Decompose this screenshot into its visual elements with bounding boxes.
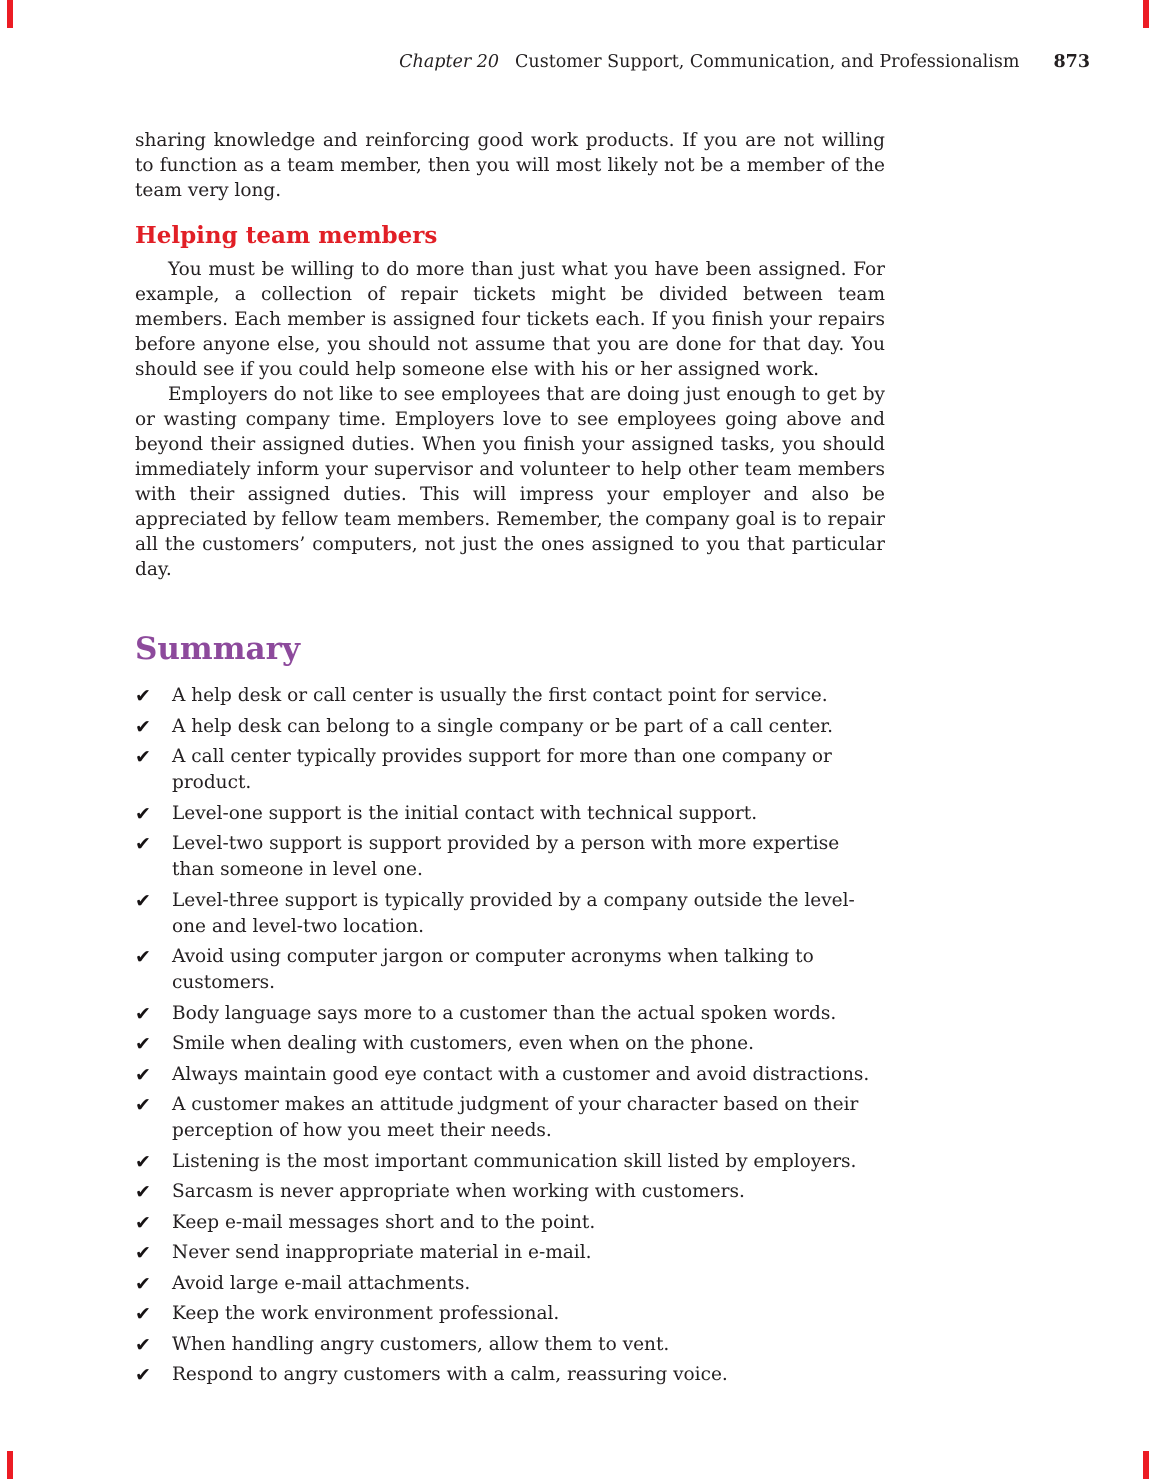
page-number: 873 bbox=[1053, 52, 1090, 72]
checkmark-icon: ✔ bbox=[135, 1333, 151, 1356]
summary-item-text: Body language says more to a customer than the actual spoken words. bbox=[172, 1002, 837, 1024]
summary-list bbox=[135, 683, 885, 1388]
summary-item bbox=[135, 1362, 885, 1388]
checkmark-icon: ✔ bbox=[135, 946, 151, 968]
checkmark-icon: ✔ bbox=[135, 889, 151, 912]
summary-item bbox=[135, 831, 885, 883]
summary-item-text: Level-one support is the initial contact with technical support. bbox=[172, 802, 758, 824]
chapter-number: Chapter 20 bbox=[399, 52, 500, 72]
summary-item-text: Level-three support is typically provided by a company outside the level-one and level-two location. bbox=[172, 889, 855, 937]
summary-item bbox=[135, 944, 885, 996]
summary-item-text: Keep the work environment professional. bbox=[172, 1303, 560, 1324]
summary-item bbox=[135, 744, 885, 796]
corner-bleed-mark-top-left bbox=[7, 0, 13, 28]
checkmark-icon: ✔ bbox=[135, 1272, 151, 1295]
checkmark-icon: ✔ bbox=[135, 746, 151, 768]
summary-item-text: Keep e-mail messages short and to the point. bbox=[172, 1211, 596, 1233]
summary-item-text: Listening is the most important communication skill listed by employers. bbox=[172, 1150, 857, 1172]
summary-item-text: Smile when dealing with customers, even when on the phone. bbox=[172, 1033, 754, 1054]
checkmark-icon: ✔ bbox=[135, 1211, 151, 1234]
chapter-title: Customer Support, Communication, and Professionalism bbox=[515, 52, 1020, 72]
section-paragraph-1: You must be willing to do more than just what you have been assigned. For example, a collection of repair tickets might be divided between team members. Each member is assigned four tickets each. If you finish your repairs before anyone else, you should not assume that you are done for that day. You should see if you could help someone else with his or her assigned work. bbox=[135, 259, 885, 380]
summary-item bbox=[135, 888, 885, 940]
corner-bleed-mark-bottom-right bbox=[1143, 1451, 1149, 1479]
summary-item bbox=[135, 1210, 885, 1236]
summary-item bbox=[135, 1240, 885, 1266]
summary-item-text: Never send inappropriate material in e-mail. bbox=[172, 1242, 592, 1263]
summary-item-text: Always maintain good eye contact with a customer and avoid distractions. bbox=[172, 1063, 870, 1085]
checkmark-icon: ✔ bbox=[135, 1063, 151, 1086]
checkmark-icon: ✔ bbox=[135, 1303, 151, 1325]
corner-bleed-mark-bottom-left bbox=[7, 1451, 13, 1479]
corner-bleed-mark-top-right bbox=[1143, 0, 1149, 28]
checkmark-icon: ✔ bbox=[135, 833, 151, 855]
summary-item-text: Respond to angry customers with a calm, reassuring voice. bbox=[172, 1364, 728, 1385]
summary-item bbox=[135, 1301, 885, 1327]
summary-item bbox=[135, 1332, 885, 1358]
summary-item bbox=[135, 714, 885, 740]
summary-item-text: A help desk or call center is usually the first contact point for service. bbox=[172, 685, 828, 706]
summary-item bbox=[135, 1062, 885, 1088]
summary-item bbox=[135, 1179, 885, 1205]
summary-item-text: A customer makes an attitude judgment of your character based on their perception of how you meet their needs. bbox=[172, 1094, 859, 1141]
section-paragraph-2: Employers do not like to see employees that are doing just enough to get by or wasting company time. Employers love to see employees going above and beyond their assigned duties. When you finish your assigned tasks, you should immediately inform your supervisor and volunteer to help other team members with their assigned duties. This will impress your employer and also be appreciated by fellow team members. Remember, the company goal is to repair all the customers’ computers, not just the ones assigned to you that particular day. bbox=[135, 384, 885, 580]
summary-item-text: When handling angry customers, allow them to vent. bbox=[172, 1333, 670, 1355]
summary-item bbox=[135, 1001, 885, 1027]
checkmark-icon: ✔ bbox=[135, 802, 151, 825]
summary-item-text: A help desk can belong to a single company or be part of a call center. bbox=[172, 715, 833, 737]
section-heading: Helping team members bbox=[135, 222, 438, 249]
summary-item bbox=[135, 683, 885, 709]
summary-item bbox=[135, 1149, 885, 1175]
summary-item-text: Avoid using computer jargon or computer acronyms when talking to customers. bbox=[172, 946, 814, 993]
intro-paragraph: sharing knowledge and reinforcing good work products. If you are not willing to function as a team member, then you will most likely not be a member of the team very long. bbox=[135, 130, 885, 201]
page-content bbox=[135, 128, 885, 1393]
running-header bbox=[0, 52, 1090, 72]
checkmark-icon: ✔ bbox=[135, 685, 151, 707]
summary-item-text: Sarcasm is never appropriate when working with customers. bbox=[172, 1181, 745, 1202]
summary-item-text: A call center typically provides support for more than one company or product. bbox=[172, 746, 832, 793]
checkmark-icon: ✔ bbox=[135, 1242, 151, 1264]
summary-item bbox=[135, 1271, 885, 1297]
summary-item-text: Avoid large e-mail attachments. bbox=[172, 1272, 471, 1294]
checkmark-icon: ✔ bbox=[135, 1033, 151, 1055]
summary-item bbox=[135, 1092, 885, 1144]
checkmark-icon: ✔ bbox=[135, 1181, 151, 1203]
checkmark-icon: ✔ bbox=[135, 1150, 151, 1173]
checkmark-icon: ✔ bbox=[135, 715, 151, 738]
summary-item-text: Level-two support is support provided by a person with more expertise than someone in level one. bbox=[172, 833, 840, 880]
summary-heading: Summary bbox=[135, 631, 300, 667]
checkmark-icon: ✔ bbox=[135, 1094, 151, 1116]
checkmark-icon: ✔ bbox=[135, 1002, 151, 1025]
checkmark-icon: ✔ bbox=[135, 1364, 151, 1386]
summary-item bbox=[135, 1031, 885, 1057]
summary-item bbox=[135, 801, 885, 827]
